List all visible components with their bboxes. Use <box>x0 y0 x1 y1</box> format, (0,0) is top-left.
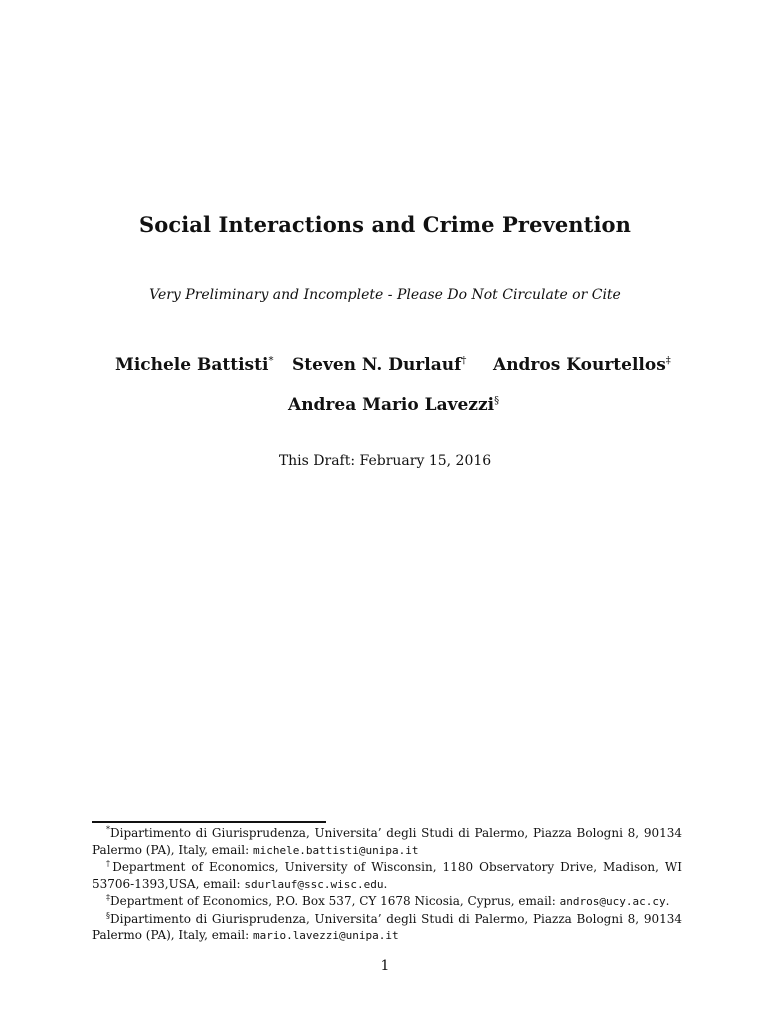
footnote-lavezzi <box>92 911 682 945</box>
footnote-text: Department of Economics, University of Wisconsin, 1180 Observatory Drive, Madison, WI 53706-1393,USA, email: <box>92 860 682 891</box>
footnote-email: andros@ucy.ac.cy <box>559 895 666 908</box>
author-name: Michele Battisti <box>115 355 269 375</box>
footnote-text: Department of Economics, P.O. Box 537, CY 1678 Nicosia, Cyprus, email: <box>110 894 560 908</box>
author-name: Steven N. Durlauf <box>292 355 462 375</box>
paper-subtitle: Very Preliminary and Incomplete - Please Do Not Circulate or Cite <box>149 287 621 303</box>
footnote-durlauf <box>92 859 682 893</box>
footnote-kourtellos <box>92 893 682 911</box>
footnote-text: Dipartimento di Giurisprudenza, Universita’ degli Studi di Palermo, Piazza Bologni 8, 90134 Palermo (PA), Italy, email: <box>92 911 682 942</box>
author-lavezzi <box>288 395 499 415</box>
author-footnote-mark: * <box>268 355 274 367</box>
author-footnote-mark: § <box>494 395 500 407</box>
footnote-separator <box>92 821 326 823</box>
page-number: 1 <box>380 958 390 974</box>
author-battisti <box>115 355 273 375</box>
author-durlauf <box>292 355 466 375</box>
footnote-mark: * <box>106 825 110 834</box>
footnote-tail: . <box>665 894 670 908</box>
footnotes <box>92 825 682 945</box>
footnote-email: sdurlauf@ssc.wisc.edu <box>244 877 384 891</box>
footnote-battisti <box>92 825 682 859</box>
footnote-mark: † <box>106 859 113 868</box>
author-footnote-mark: ‡ <box>665 355 671 367</box>
footnote-email: mario.lavezzi@unipa.it <box>252 929 399 942</box>
author-footnote-mark: † <box>461 355 467 367</box>
footnote-mark: ‡ <box>106 893 110 902</box>
footnote-tail: . <box>383 876 388 891</box>
author-name: Andrea Mario Lavezzi <box>288 395 495 415</box>
footnote-text: Dipartimento di Giurisprudenza, Universita’ degli Studi di Palermo, Piazza Bologni 8, 90134 Palermo (PA), Italy, email: <box>92 826 682 857</box>
draft-date: This Draft: February 15, 2016 <box>278 453 492 469</box>
paper-title: Social Interactions and Crime Prevention <box>138 212 632 237</box>
author-name: Andros Kourtellos <box>493 355 666 375</box>
footnote-email: michele.battisti@unipa.it <box>252 843 419 857</box>
footnote-mark: § <box>106 910 110 920</box>
author-kourtellos <box>493 355 671 375</box>
